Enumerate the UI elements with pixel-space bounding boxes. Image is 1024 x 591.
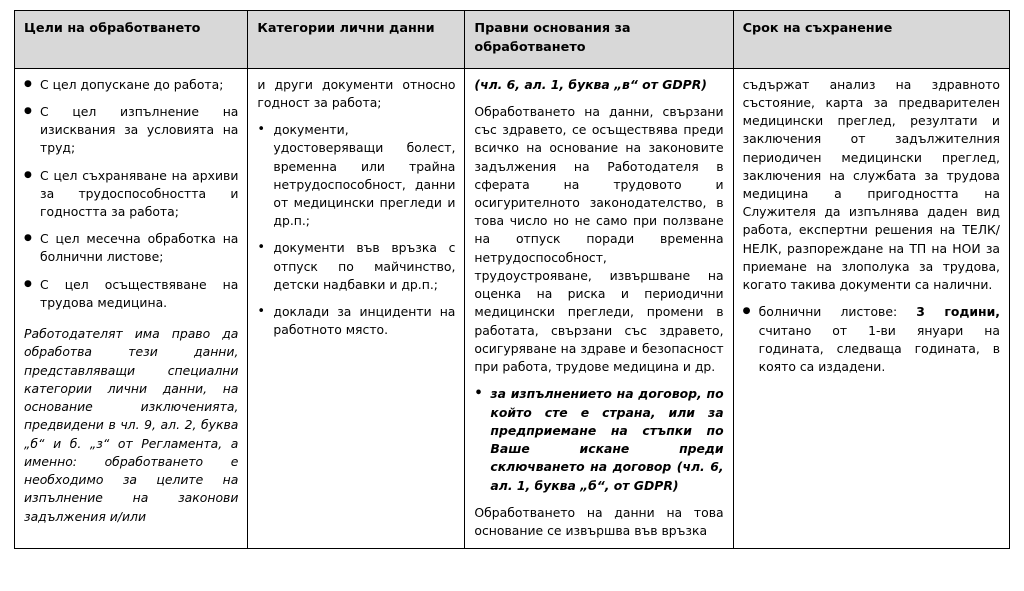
list-item: • документи, удостоверяващи болест, временна или трайна нетрудоспособност, данни от медицински прегледи и др.п.; [257, 121, 455, 230]
retention-list [743, 303, 1000, 376]
legal-basis-list [474, 385, 723, 494]
list-item: • за изпълнението на договор, по който сте е страна, или за предприемане на стъпки по Ваше искане преди сключването на договор (чл. 6, ал. 1, буква „б“, от GDPR) [474, 385, 723, 494]
purposes-list [24, 76, 238, 313]
list-item: ● С цел съхраняване на архиви за трудоспособността и годността за работа; [24, 167, 238, 222]
column-header-legal-basis: Правни основания за обработването [465, 11, 733, 69]
list-item: ● С цел месечна обработка на болнични листове; [24, 230, 238, 266]
column-header-categories: Категории лични данни [248, 11, 465, 69]
list-item: ● С цел изпълнение на изисквания за условията на труд; [24, 103, 238, 158]
purposes-note: Работодателят има право да обработва тези данни, представляващи специални категории лични данни, на основание изключенията, предвидени в чл. 9, ал. 2, буква „б“ и б. „з“ от Регламента, а именно: обработването е необходимо за целите на изпълнение на законови задължения и/или [24, 326, 239, 524]
cell-legal-basis [465, 68, 733, 549]
list-item: ● С цел допускане до работа; [24, 76, 238, 94]
categories-list [257, 121, 455, 340]
column-header-purposes: Цели на обработването [15, 11, 248, 69]
retention-bullet-prefix: болнични листове: [758, 304, 917, 320]
cell-purposes [15, 68, 248, 549]
table-row [15, 68, 1010, 549]
list-item: • документи във връзка с отпуск по майчинство, детски надбавки и др.п.; [257, 239, 455, 294]
gdpr-processing-table [14, 10, 1010, 549]
legal-basis-paragraph-1: Обработването на данни, свързани със здравето, се осъществява преди всичко на основание на законовите задължения на Работодателя в сферата на трудовото и осигурителното законодателство, в това число но не само при ползване на отпуск поради временна нетрудоспособност, трудоустрояване, извършване на оценка на риска и периодични медицински прегледи, промени в работата, свързани със здравето, осигуряване на здраве и безопасност при работа, трудове медицина и др. [474, 103, 724, 375]
retention-bullet-rest: считано от 1-ви януари на годината, следваща годината, в която са издадени. [758, 322, 1000, 375]
list-item: • доклади за инциденти на работното място. [257, 303, 455, 339]
cell-categories [248, 68, 465, 549]
legal-basis-paragraph-2: Обработването на данни на това основание се извършва във връзка [474, 504, 724, 538]
column-header-retention: Срок на съхранение [733, 11, 1009, 69]
retention-paragraph-1: съдържат анализ на здравното състояние, карта за предварителен медицински преглед, резултати и заключения от задължителния периодичен медицински преглед, заключения на службата за трудова медицина а пригодността на Служителя да изпълнява даден вид работа, експертни решения на ТЕЛК/НЕЛК, разпореждане на ТП на НОИ за приемане на злополука за трудова, когато такива документи са налични. [742, 76, 1000, 293]
table-header-row [15, 11, 1010, 69]
list-item: ● С цел осъществяване на трудова медицина. [24, 276, 238, 312]
list-item [743, 303, 1000, 376]
categories-lead-text: и други документи относно годност за работа; [257, 76, 456, 110]
legal-basis-heading: (чл. 6, ал. 1, буква „в“ от GDPR) [474, 76, 707, 92]
cell-retention [733, 68, 1009, 549]
retention-bullet-bold: 3 години, [916, 304, 1000, 320]
